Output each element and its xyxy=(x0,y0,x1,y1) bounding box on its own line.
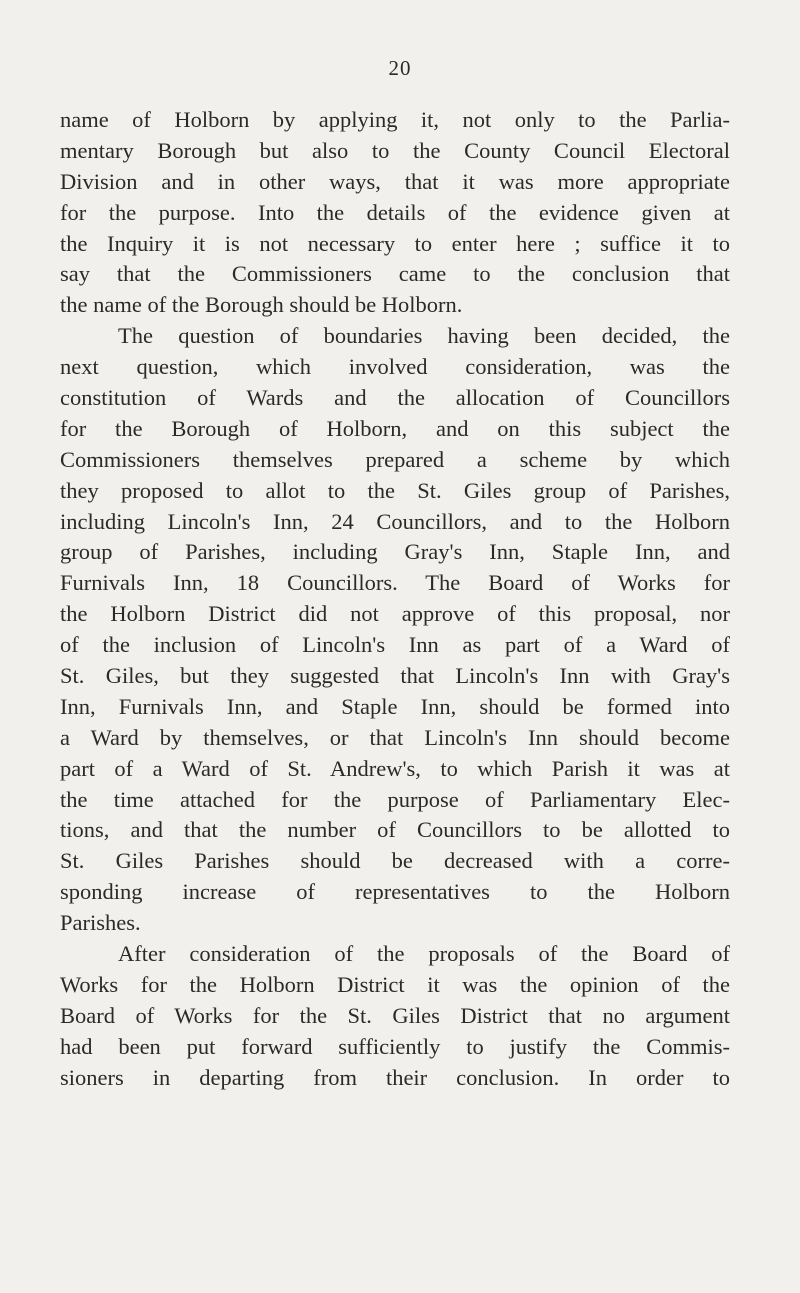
text-line: tions, and that the number of Councillors to be allotted to xyxy=(60,817,730,843)
text-line: After consideration of the proposals of the Board of xyxy=(118,941,730,967)
text-line: Furnivals Inn, 18 Councillors. The Board of Works for xyxy=(60,570,730,596)
text-line: Works for the Holborn District it was the opinion of the xyxy=(60,971,730,997)
text-line: the Holborn District did not approve of this proposal, nor xyxy=(60,601,730,627)
text-line: mentary Borough but also to the County Council Electoral xyxy=(60,137,730,163)
text-line: St. Giles Parishes should be decreased with a corre- xyxy=(60,848,730,874)
text-line: Inn, Furnivals Inn, and Staple Inn, should be formed into xyxy=(60,693,730,719)
text-line: group of Parishes, including Gray's Inn, Staple Inn, and xyxy=(60,539,730,565)
paragraph xyxy=(60,939,730,1093)
text-line: sponding increase of representatives to the Holborn xyxy=(60,879,730,905)
text-line: the Inquiry it is not necessary to enter here ; suffice it to xyxy=(60,230,730,256)
text-line: constitution of Wards and the allocation of Councillors xyxy=(60,385,730,411)
text-line: say that the Commissioners came to the conclusion that xyxy=(60,261,730,287)
text-line: Commissioners themselves prepared a scheme by which xyxy=(60,446,730,472)
text-line: the name of the Borough should be Holborn. xyxy=(60,292,463,318)
paragraph xyxy=(60,105,730,321)
text-line: of the inclusion of Lincoln's Inn as part of a Ward of xyxy=(60,632,730,658)
text-line: had been put forward sufficiently to justify the Commis- xyxy=(60,1033,730,1059)
text-line: a Ward by themselves, or that Lincoln's Inn should become xyxy=(60,724,730,750)
text-line: the time attached for the purpose of Parliamentary Elec- xyxy=(60,786,730,812)
body-text xyxy=(60,105,730,1094)
text-line: for the purpose. Into the details of the evidence given at xyxy=(60,199,730,225)
text-line: part of a Ward of St. Andrew's, to which Parish it was at xyxy=(60,755,730,781)
text-line: next question, which involved consideration, was the xyxy=(60,354,730,380)
paragraph xyxy=(60,321,730,939)
text-line: for the Borough of Holborn, and on this subject the xyxy=(60,415,730,441)
text-line: Division and in other ways, that it was more appropriate xyxy=(60,168,730,194)
text-line: name of Holborn by applying it, not only to the Parlia- xyxy=(60,107,730,132)
text-line: sioners in departing from their conclusion. In order to xyxy=(60,1064,730,1090)
text-line: Board of Works for the St. Giles District that no argument xyxy=(60,1002,730,1028)
text-line: The question of boundaries having been decided, the xyxy=(118,323,730,349)
text-line: including Lincoln's Inn, 24 Councillors, and to the Holborn xyxy=(60,508,730,534)
text-line: St. Giles, but they suggested that Lincoln's Inn with Gray's xyxy=(60,663,730,689)
page-number: 20 xyxy=(388,56,412,80)
text-line: Parishes. xyxy=(60,910,141,936)
text-line: they proposed to allot to the St. Giles group of Parishes, xyxy=(60,477,730,503)
